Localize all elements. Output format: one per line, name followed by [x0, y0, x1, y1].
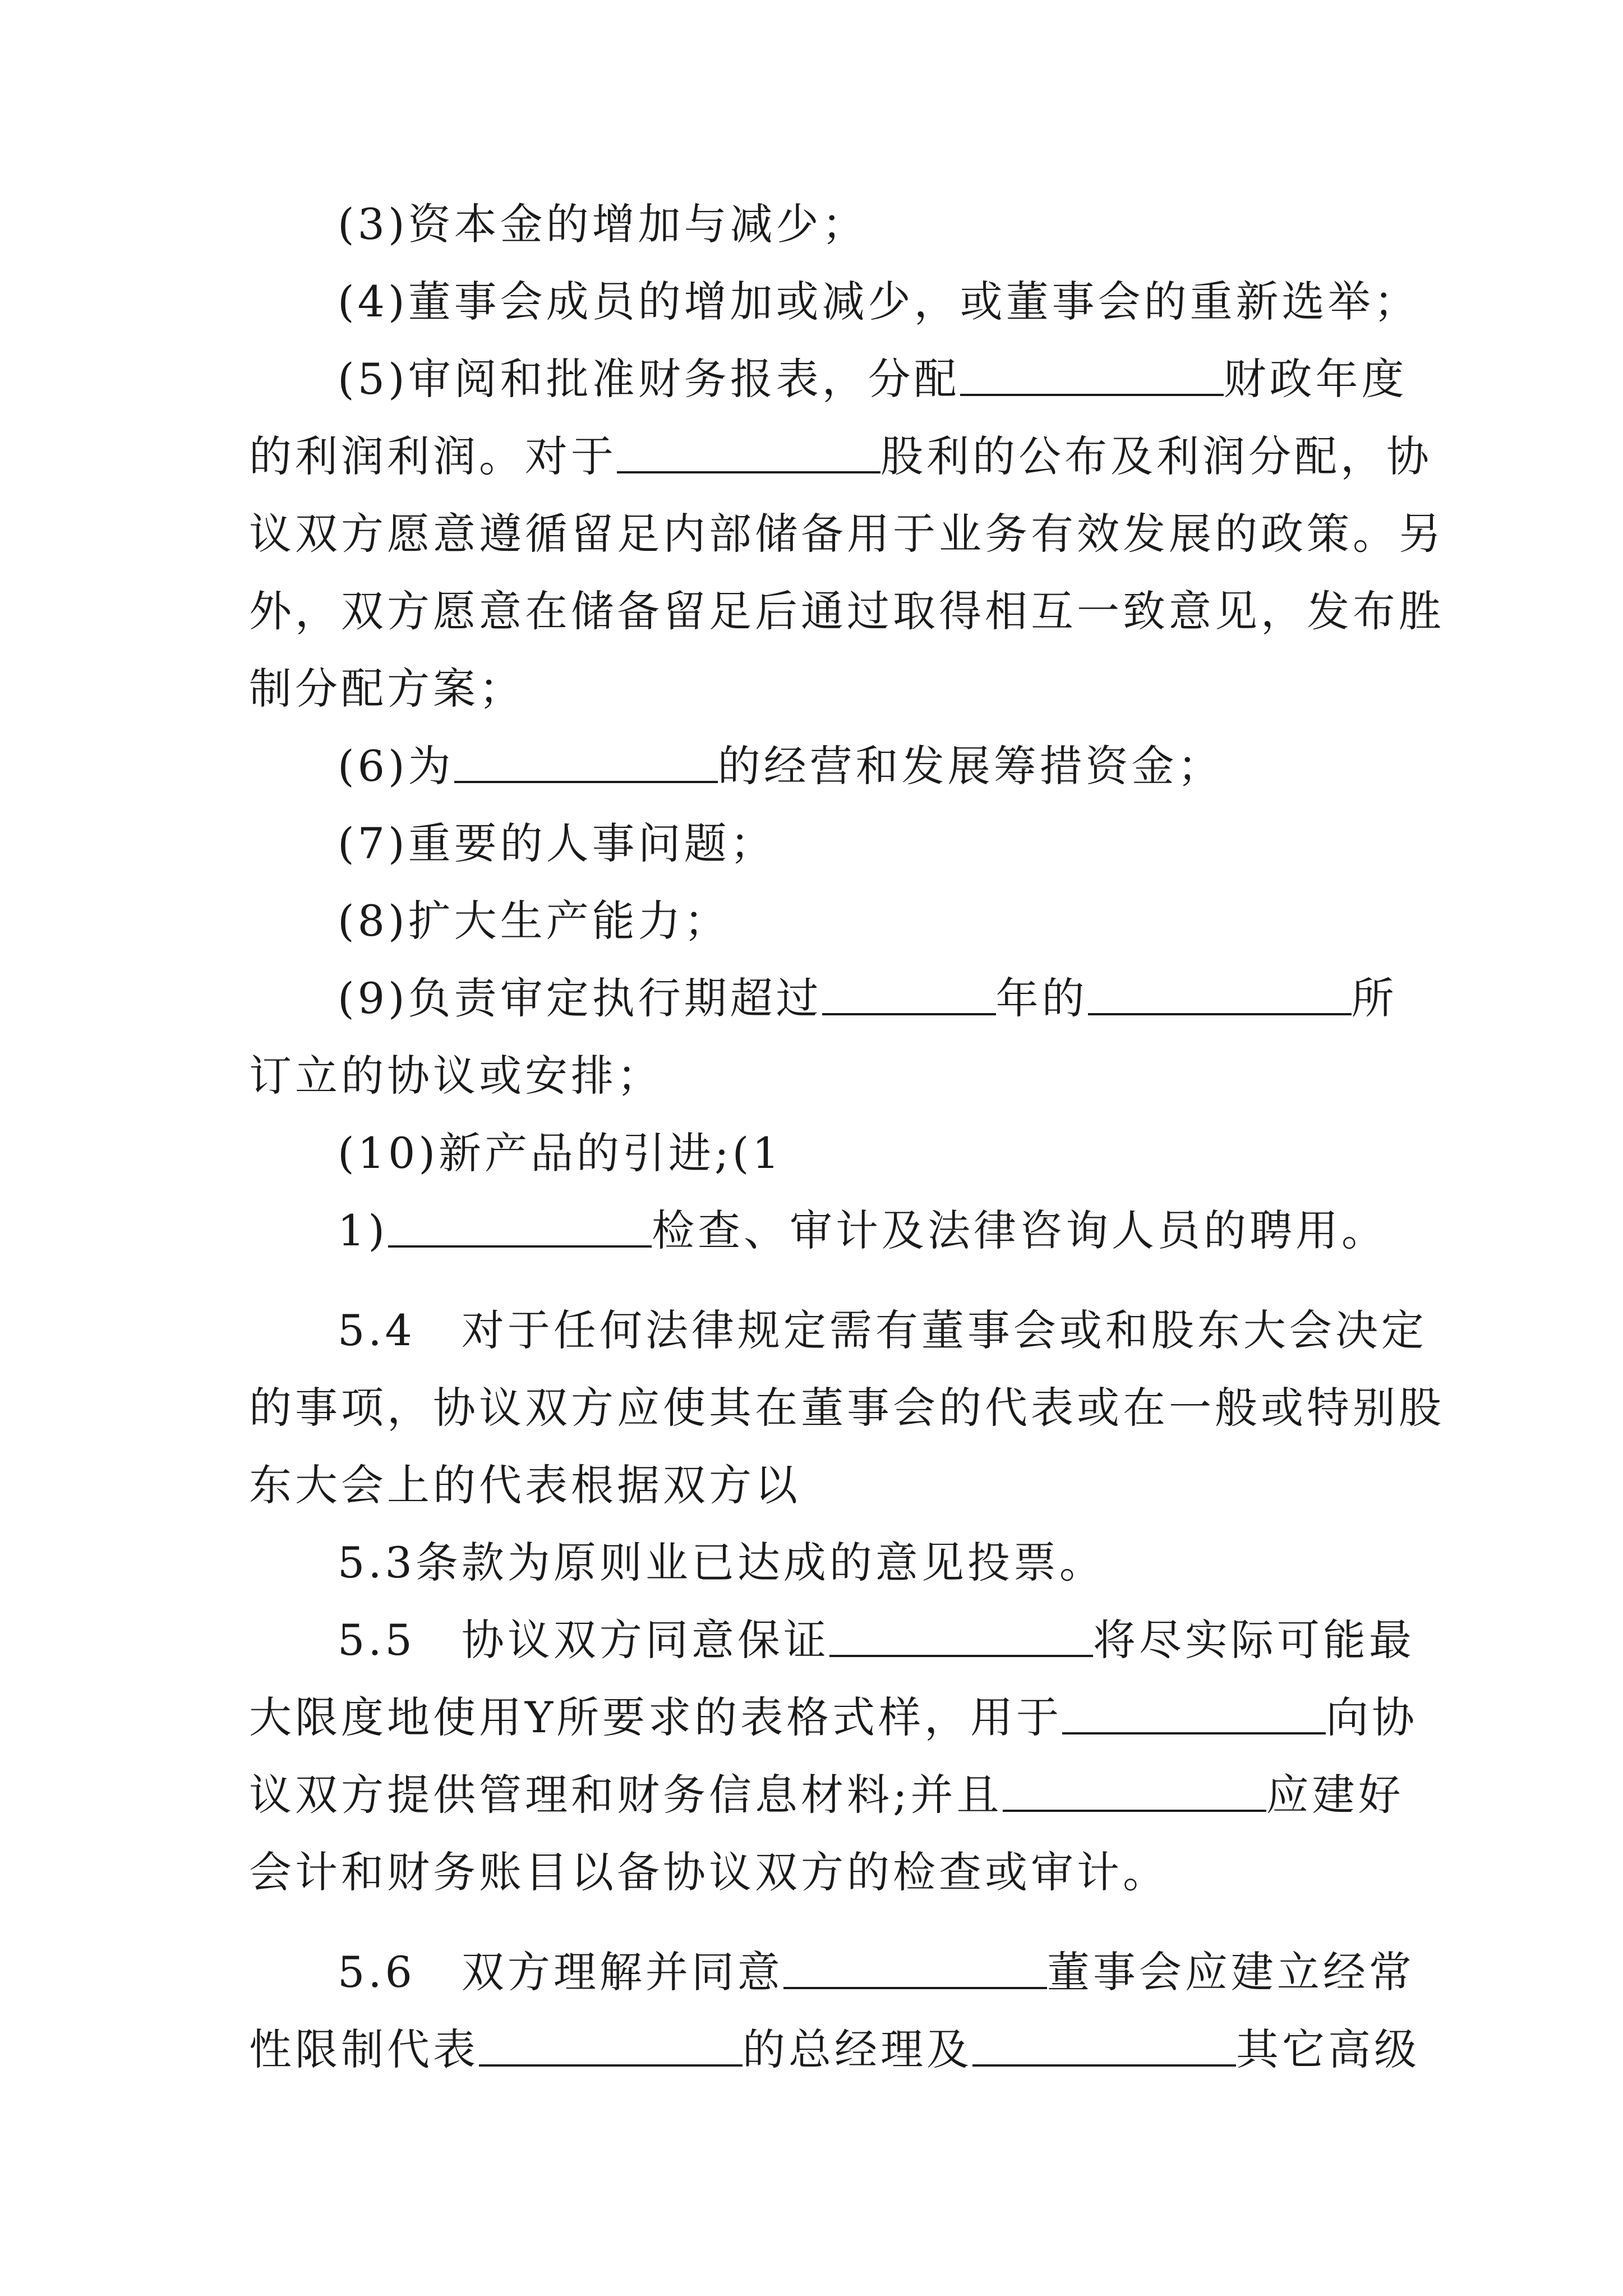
list-item-9 [0, 965, 1623, 1032]
text-line: 1) [338, 1205, 389, 1255]
fill-in-blank [1088, 974, 1352, 1015]
text-line: (6)为 [338, 741, 454, 791]
text-line: 其它高级 [1236, 2024, 1420, 2074]
text-line: 5.3条款为原则业已达成的意见投票。 [338, 1538, 1105, 1588]
paragraph-line [0, 2016, 1623, 2083]
list-item-10 [0, 1120, 1623, 1187]
fill-in-blank [829, 1616, 1093, 1657]
list-item-8 [0, 887, 1623, 955]
text-line: (4)董事会成员的增加或减少，或董事会的重新选举； [338, 277, 1420, 326]
text-line: 东大会上的代表根据双方以 [249, 1460, 801, 1510]
text-line: (10)新产品的引进;(1 [338, 1128, 783, 1178]
fill-in-blank [1003, 1770, 1266, 1812]
paragraph-line [0, 1452, 1623, 1519]
text-line: 的经营和发展筹措资金； [717, 741, 1224, 791]
text-line: 性限制代表 [249, 2024, 479, 2074]
text-line: 的利润利润。对于 [249, 431, 617, 481]
text-line: 会计和财务账目以备协议双方的检查或审计。 [249, 1847, 1169, 1897]
fill-in-blank [822, 974, 996, 1015]
text-line: 制分配方案； [249, 664, 525, 714]
fill-in-blank [617, 432, 880, 473]
list-item-3 [0, 191, 1623, 258]
text-line: (7)重要的人事问题； [338, 818, 776, 868]
clause-5-4 [0, 1297, 1623, 1364]
clause-5-5 [0, 1607, 1623, 1674]
fill-in-blank [783, 1948, 1047, 1989]
text-line: 的事项，协议双方应使其在董事会的代表或在一般或特别股 [249, 1383, 1445, 1433]
text-line: 外，双方愿意在储备留足后通过取得相互一致意见，发布胜 [249, 586, 1445, 636]
text-line: (8)扩大生产能力； [338, 896, 730, 946]
paragraph-line [0, 500, 1623, 568]
text-line: 5.6 双方理解并同意 [338, 1947, 783, 1997]
text-line: 大限度地使用Y所要求的表格式样，用于 [249, 1692, 1063, 1742]
text-line: 的总经理及 [743, 2024, 972, 2074]
fill-in-blank [972, 2025, 1236, 2067]
paragraph-line [0, 1529, 1623, 1596]
list-item-5 [0, 346, 1623, 413]
list-item-6 [0, 733, 1623, 800]
paragraph-line [0, 1374, 1623, 1442]
text-line: 将尽实际可能最 [1092, 1615, 1415, 1665]
paragraph-line [0, 1684, 1623, 1751]
text-line: (5)审阅和批准财务报表，分配 [338, 354, 960, 404]
text-line: (3)资本金的增加与减少； [338, 199, 868, 249]
paragraph-line [0, 1042, 1623, 1110]
text-line: 议双方愿意遵循留足内部储备用于业务有效发展的政策。另 [249, 509, 1445, 559]
text-line: 应建好 [1266, 1770, 1404, 1820]
list-item-7 [0, 810, 1623, 877]
list-item-11 [0, 1197, 1623, 1264]
text-line: 5.4 对于任何法律规定需有董事会或和股东大会决定 [338, 1305, 1427, 1355]
paragraph-line [0, 578, 1623, 645]
text-line: 向协 [1326, 1692, 1418, 1742]
fill-in-blank [479, 2025, 743, 2067]
paragraph-line [0, 655, 1623, 723]
fill-in-blank [388, 1206, 652, 1248]
paragraph-line [0, 423, 1623, 490]
text-line: 议双方提供管理和财务信息材料;并且 [249, 1770, 1003, 1820]
text-line: 年的 [995, 973, 1088, 1023]
clause-5-6 [0, 1939, 1623, 2006]
text-line: 董事会应建立经常 [1046, 1947, 1415, 1997]
text-line: 财政年度 [1223, 354, 1408, 404]
paragraph-line [0, 1839, 1623, 1906]
fill-in-blank [1062, 1693, 1326, 1734]
text-line: 订立的协议或安排； [249, 1051, 663, 1101]
text-line: 所 [1351, 973, 1398, 1023]
text-line: 股利的公布及利润分配，协 [880, 431, 1432, 481]
list-item-4 [0, 268, 1623, 335]
text-line: (9)负责审定执行期超过 [338, 973, 822, 1023]
text-line: 检查、审计及法律咨询人员的聘用。 [652, 1205, 1388, 1255]
fill-in-blank [960, 355, 1224, 396]
text-line: 5.5 协议双方同意保证 [338, 1615, 829, 1665]
fill-in-blank [454, 742, 718, 783]
paragraph-line [0, 1761, 1623, 1829]
